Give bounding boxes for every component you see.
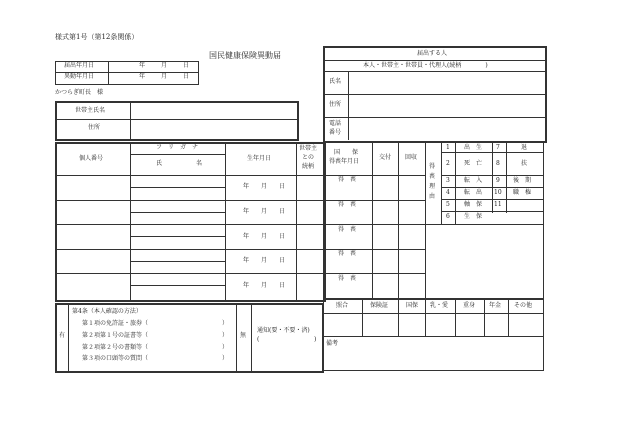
reason-num-11: 11 [494, 201, 502, 208]
row4-tokuso: 得 喪 [338, 250, 357, 257]
col-relation-1: 世帯主 [299, 145, 318, 152]
col-furigana: フ リ ガ ナ [156, 144, 199, 151]
reporter-tel-label-2: 番号 [329, 129, 342, 136]
col-kokuho-2: 得喪年月日 [329, 158, 360, 165]
col-recover: 回収 [405, 154, 418, 161]
submit-month: 月 [161, 62, 168, 69]
col-issue: 交付 [379, 154, 392, 161]
reason-num-5: 5 [446, 201, 450, 208]
identity-item-1: 第１項の免許証・旅券（ [82, 320, 149, 327]
addressee: かつらぎ町長 様 [55, 89, 104, 96]
row5-birthdate: 年 月 日 [243, 282, 286, 289]
check-kokuho: 国保 [406, 302, 419, 309]
identity-yes: 有 [59, 332, 66, 339]
identity-close-1: ） [222, 320, 229, 327]
col-individual-number: 個人番号 [79, 155, 104, 162]
reason-num-1: 1 [446, 144, 450, 151]
reason-label-8: 扶 [521, 160, 528, 167]
col-relation-2: との [302, 154, 315, 161]
reporter-title: 届出する人 [417, 50, 448, 57]
identity-item-2: 第２項第１号の証書等（ [82, 332, 149, 339]
row1-tokuso: 得 喪 [338, 176, 357, 183]
col-reason-3: 理 [429, 183, 436, 190]
notice-paren-close: ) [314, 336, 317, 343]
reason-label-7: 退 [521, 144, 528, 151]
reason-label-2: 死 亡 [464, 160, 483, 167]
reason-label-1: 出 生 [464, 144, 483, 151]
row3-tokuso: 得 喪 [338, 226, 357, 233]
col-reason-1: 得 [429, 163, 436, 170]
change-year: 年 [139, 73, 146, 80]
reason-label-4: 転 出 [464, 189, 483, 196]
change-date-label: 異動年月日 [64, 73, 95, 80]
reporter-relation: 本人・世帯主・世帯員・代理人(続柄 ) [363, 62, 488, 69]
check-insurance-card: 保険証 [370, 302, 389, 309]
notice-paren-open: ( [257, 336, 260, 343]
row2-birthdate: 年 月 日 [243, 208, 286, 215]
reason-label-9: 後 期 [513, 177, 532, 184]
identity-item-3: 第２項第２号の書類等（ [82, 344, 149, 351]
remarks-label: 備考 [326, 340, 339, 347]
reporter-address-label: 住所 [329, 101, 342, 108]
row3-birthdate: 年 月 日 [243, 233, 286, 240]
submit-day: 日 [183, 62, 190, 69]
form-number: 様式第1号（第12条関係） [55, 33, 139, 41]
row1-birthdate: 年 月 日 [243, 183, 286, 190]
identity-close-3: ） [222, 344, 229, 351]
row5-tokuso: 得 喪 [338, 275, 357, 282]
identity-close-4: ） [222, 355, 229, 362]
col-kokuho-1: 国 保 [334, 149, 359, 156]
col-reason-2: 喪 [429, 173, 436, 180]
notice-label: 通知(要・不要・済) [257, 327, 310, 334]
check-other: その他 [514, 302, 533, 309]
head-address-label: 住所 [88, 124, 101, 131]
reason-num-7: 7 [496, 144, 500, 151]
reason-num-2: 2 [446, 160, 450, 167]
col-reason-4: 由 [429, 193, 436, 200]
reporter-name-label: 氏名 [329, 78, 342, 85]
form-title: 国民健康保険異動届 [209, 51, 281, 60]
reason-label-6: 生 保 [464, 213, 483, 220]
submit-date-label: 届出年月日 [64, 62, 95, 69]
reason-num-10: 10 [494, 189, 502, 196]
change-day: 日 [183, 73, 190, 80]
identity-no: 無 [240, 332, 247, 339]
col-birthdate: 生年月日 [247, 155, 272, 162]
identity-close-2: ） [222, 332, 229, 339]
reason-num-4: 4 [446, 189, 450, 196]
reason-num-6: 6 [446, 213, 450, 220]
reason-label-3: 転 入 [464, 177, 483, 184]
head-name-label: 世帯主氏名 [75, 107, 106, 114]
check-pension: 年金 [489, 302, 502, 309]
col-relation-3: 続柄 [302, 163, 315, 170]
check-collation: 照合 [336, 302, 349, 309]
row2-tokuso: 得 喪 [338, 201, 357, 208]
identity-item-4: 第３項の口頭等の質問（ [82, 355, 149, 362]
change-month: 月 [161, 73, 168, 80]
col-family-name: 氏 [156, 160, 163, 167]
check-jushin: 重身 [463, 302, 476, 309]
row4-birthdate: 年 月 日 [243, 257, 286, 264]
reason-num-3: 3 [446, 177, 450, 184]
reason-label-10: 職 権 [513, 189, 532, 196]
submit-year: 年 [139, 62, 146, 69]
reason-num-9: 9 [496, 177, 500, 184]
reason-num-8: 8 [496, 160, 500, 167]
check-nyu-ai: 乳・愛 [430, 302, 449, 309]
identity-heading: 第4条（本人確認の方法） [72, 308, 142, 315]
reporter-tel-label-1: 電話 [329, 120, 342, 127]
reason-label-5: 軸 保 [464, 201, 483, 208]
col-given-name: 名 [196, 160, 203, 167]
